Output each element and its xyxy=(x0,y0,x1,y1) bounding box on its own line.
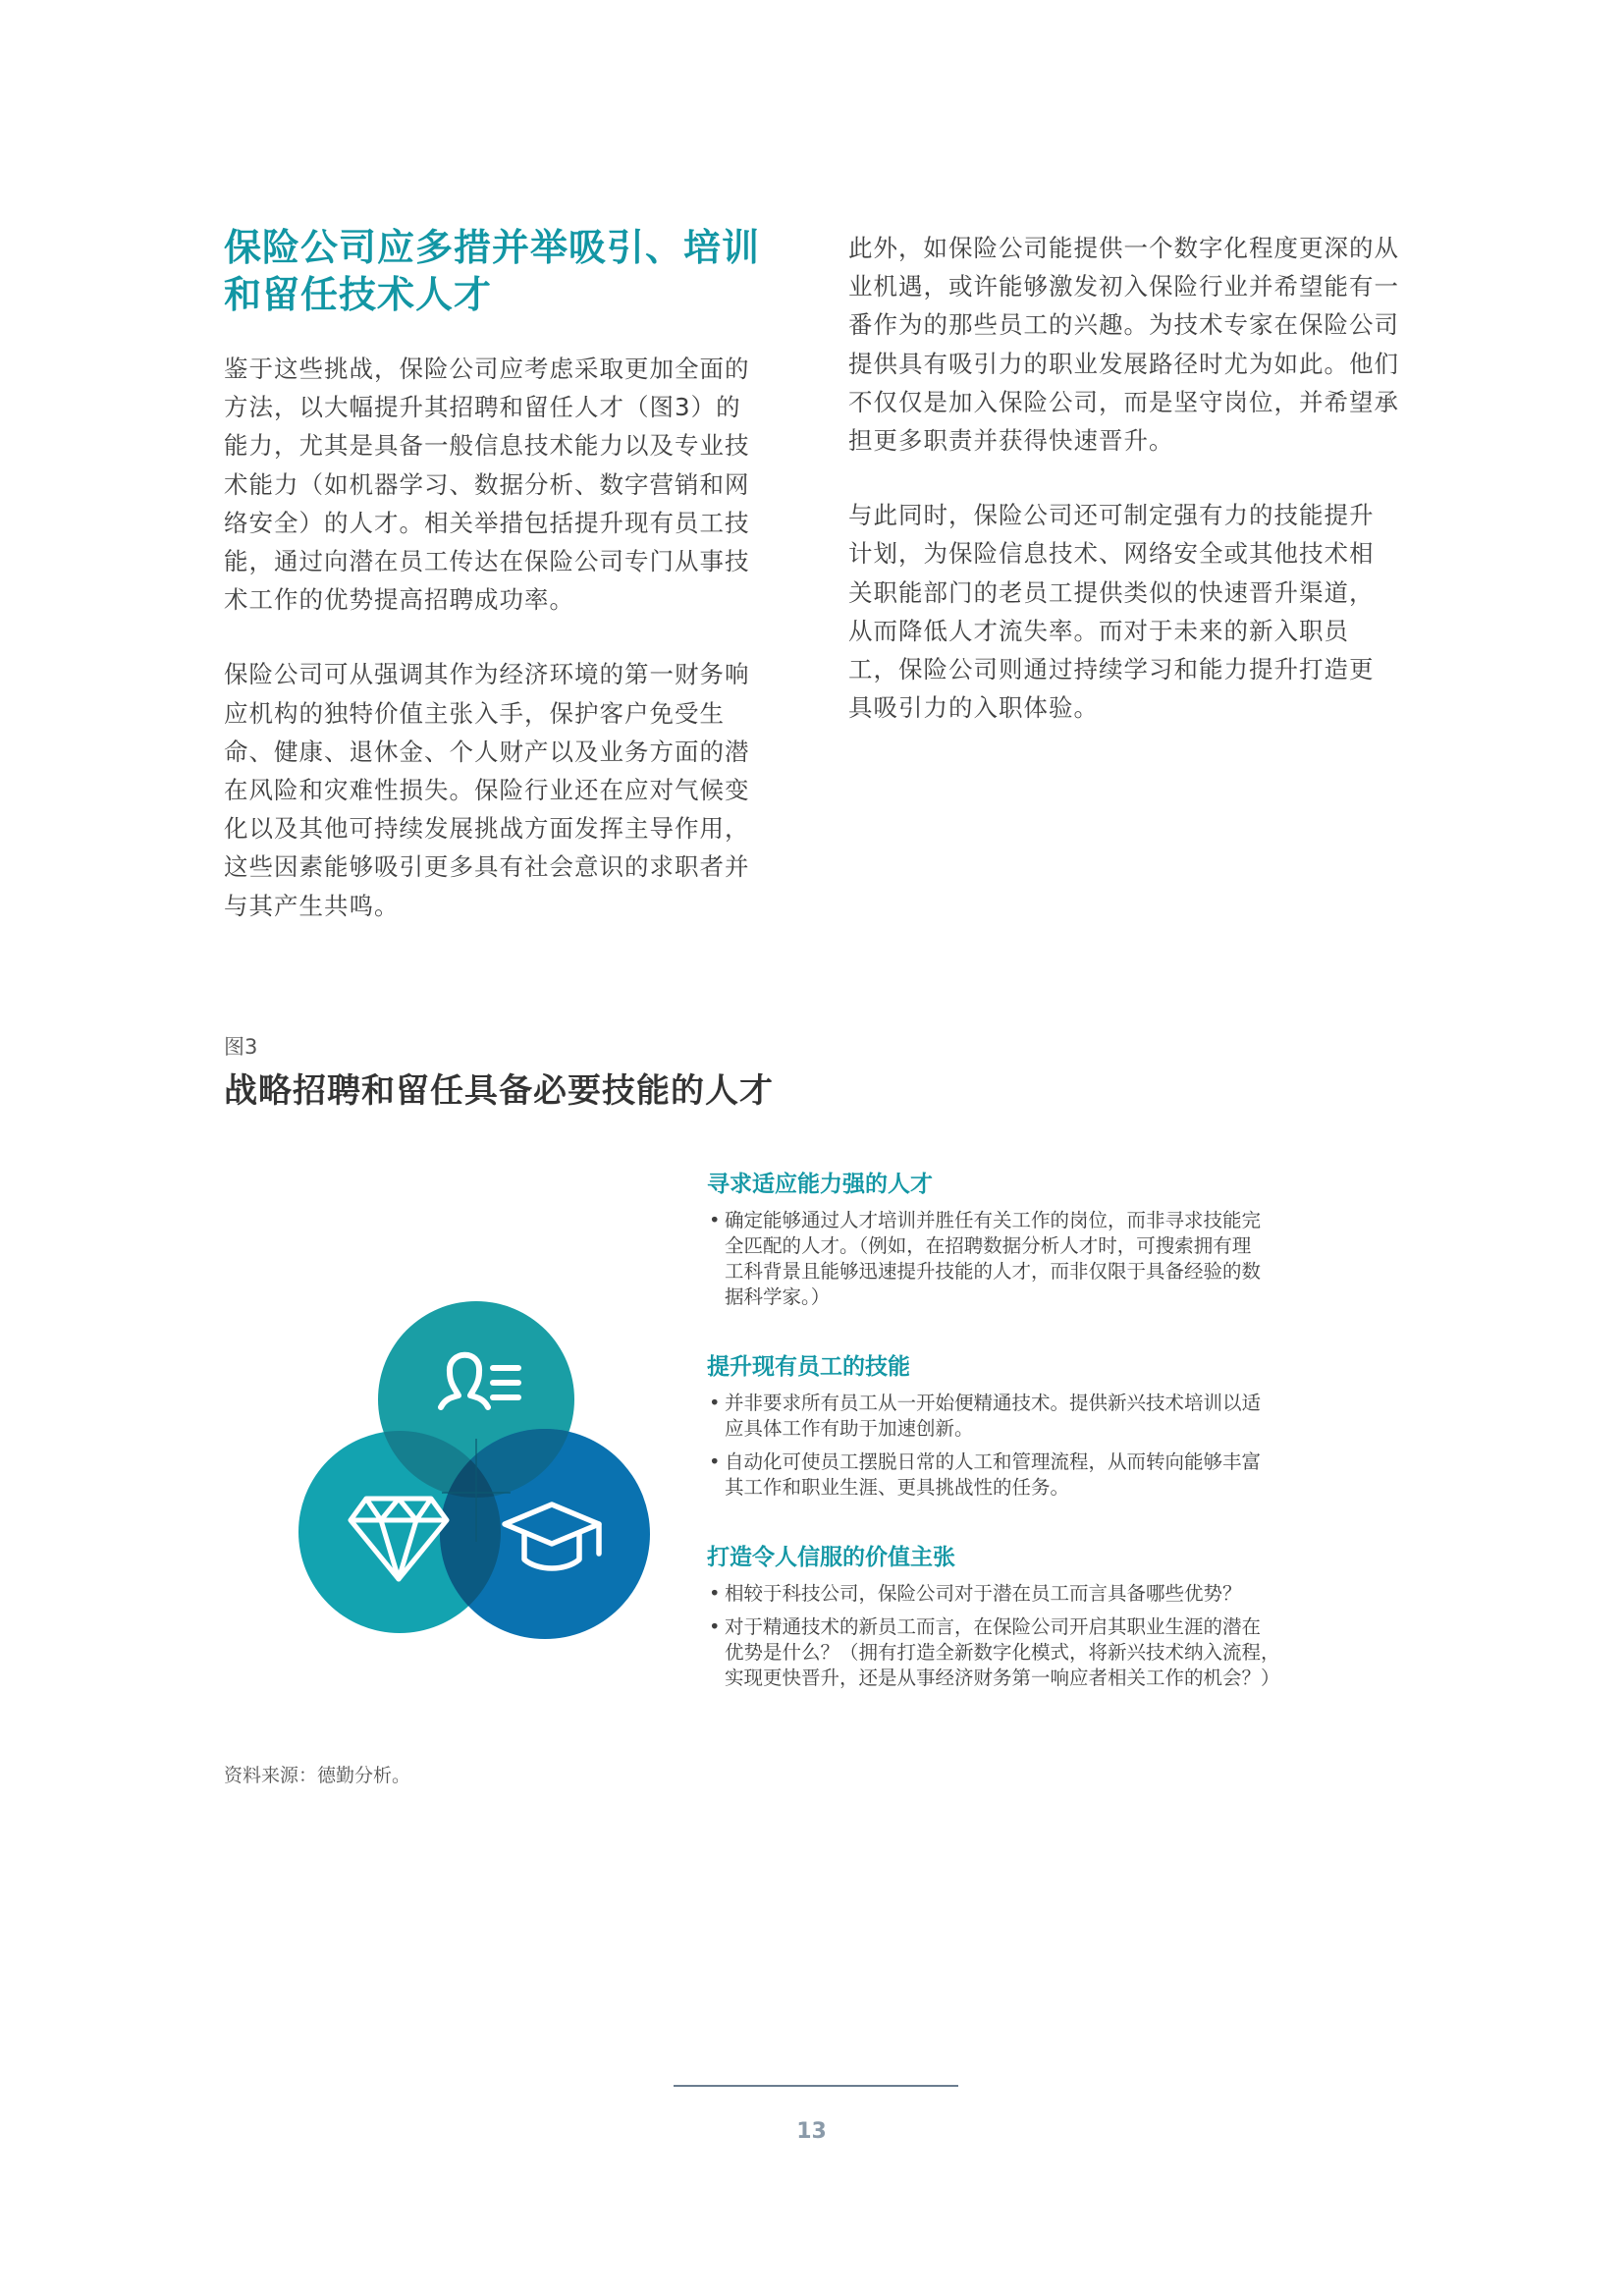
right-paragraph-1 xyxy=(848,229,1418,460)
text-line: 担更多职责并获得快速晋升。 xyxy=(848,426,1174,456)
text-line: 化以及其他可持续发展挑战方面发挥主导作用， xyxy=(224,814,750,844)
text-line: 应机构的独特价值主张入手，保护客户免受生 xyxy=(224,698,725,728)
bullet-point xyxy=(707,1614,1365,1691)
text-line: 提供具有吸引力的职业发展路径时尤为如此。他们 xyxy=(848,349,1399,378)
bullet-line: 确定能够通过人才培训并胜任有关工作的岗位，而非寻求技能完 xyxy=(725,1209,1262,1231)
venn-diagram xyxy=(285,1277,677,1660)
figure-item xyxy=(707,1351,1365,1501)
text-line: 不仅仅是加入保险公司，而是坚守岗位，并希望承 xyxy=(848,387,1399,416)
section-heading-line-1: 保险公司应多措并举吸引、培训 xyxy=(224,226,761,269)
figure-label: 图3 xyxy=(224,1035,258,1059)
bullet-line: 工科背景且能够迅速提升技能的人才，而非仅限于具备经验的数 xyxy=(725,1260,1262,1283)
text-line: 工，保险公司则通过持续学习和能力提升打造更 xyxy=(848,655,1375,684)
left-paragraph-1 xyxy=(224,350,774,619)
bullet-line: 全匹配的人才。（例如，在招聘数据分析人才时，可搜索拥有理 xyxy=(725,1234,1252,1257)
text-line: 在风险和灾难性损失。保险行业还在应对气候变 xyxy=(224,776,750,805)
right-paragraphs xyxy=(848,229,1418,727)
bullet-line: 对于精通技术的新员工而言，在保险公司开启其职业生涯的潜在 xyxy=(725,1615,1262,1638)
text-line: 计划，为保险信息技术、网络安全或其他技术相 xyxy=(848,539,1375,569)
text-line: 业机遇，或许能够激发初入保险行业并希望能有一 xyxy=(848,272,1399,301)
text-line: 能，通过向潜在员工传达在保险公司专门从事技 xyxy=(224,547,750,576)
text-line: 从而降低人才流失率。而对于未来的新入职员 xyxy=(848,616,1349,645)
bullet-point xyxy=(707,1208,1365,1310)
bullet-icon: • xyxy=(709,1615,721,1638)
text-line: 关职能部门的老员工提供类似的快速晋升渠道， xyxy=(848,577,1375,607)
text-line: 与其产生共鸣。 xyxy=(224,891,400,920)
bullet-line: 优势是什么？（拥有打造全新数字化模式，将新兴技术纳入流程， xyxy=(725,1641,1280,1664)
text-line: 此外，如保险公司能提供一个数字化程度更深的从 xyxy=(848,234,1399,262)
page-number: 13 xyxy=(796,2119,827,2144)
figure-items xyxy=(707,1169,1365,1732)
bullet-icon: • xyxy=(709,1582,721,1605)
text-line: 方法，以大幅提升其招聘和留任人才（图3）的 xyxy=(224,393,741,422)
right-paragraph-2 xyxy=(848,496,1418,727)
section-heading xyxy=(224,224,774,318)
bullet-point xyxy=(707,1449,1365,1501)
text-line: 保险公司可从强调其作为经济环境的第一财务响 xyxy=(224,660,750,689)
bullet-line: 并非要求所有员工从一开始便精通技术。提供新兴技术培训以适 xyxy=(725,1392,1262,1414)
bullet-point xyxy=(707,1391,1365,1442)
left-paragraph-2 xyxy=(224,655,774,924)
bullet-line: 应具体工作有助于加速创新。 xyxy=(725,1417,974,1440)
figure-item xyxy=(707,1169,1365,1310)
bullet-line: 据科学家。） xyxy=(725,1285,831,1308)
figure-item-title: 寻求适应能力强的人才 xyxy=(707,1172,933,1197)
left-column xyxy=(224,224,774,961)
section-heading-line-2: 和留任技术人才 xyxy=(224,273,493,316)
right-column xyxy=(848,229,1418,763)
figure-item xyxy=(707,1542,1365,1691)
bullet-line: 自动化可使员工摆脱日常的人工和管理流程，从而转向能够丰富 xyxy=(725,1450,1262,1473)
text-line: 番作为的那些员工的兴趣。为技术专家在保险公司 xyxy=(848,310,1399,340)
text-line: 术工作的优势提高招聘成功率。 xyxy=(224,585,574,615)
footer-rule xyxy=(674,2085,958,2087)
bullet-line: 相较于科技公司，保险公司对于潜在员工而言具备哪些优势？ xyxy=(725,1582,1242,1605)
figure-item-title: 打造令人信服的价值主张 xyxy=(707,1545,955,1570)
text-line: 命、健康、退休金、个人财产以及业务方面的潜 xyxy=(224,737,750,766)
text-line: 络安全）的人才。相关举措包括提升现有员工技 xyxy=(224,508,750,537)
bullet-icon: • xyxy=(709,1392,721,1414)
bullet-icon: • xyxy=(709,1450,721,1473)
left-paragraphs xyxy=(224,350,774,925)
bullet-icon: • xyxy=(709,1209,721,1231)
text-line: 能力，尤其是具备一般信息技术能力以及专业技 xyxy=(224,431,750,461)
figure-title: 战略招聘和留任具备必要技能的人才 xyxy=(224,1071,774,1111)
bullet-line: 其工作和职业生涯、更具挑战性的任务。 xyxy=(725,1476,1070,1499)
text-line: 这些因素能够吸引更多具有社会意识的求职者并 xyxy=(224,852,750,882)
figure-item-title: 提升现有员工的技能 xyxy=(707,1354,910,1380)
text-line: 术能力（如机器学习、数据分析、数字营销和网 xyxy=(224,469,750,499)
text-line: 具吸引力的入职体验。 xyxy=(848,693,1099,723)
text-line: 与此同时，保险公司还可制定强有力的技能提升 xyxy=(848,501,1375,530)
bullet-line: 实现更快晋升，还是从事经济财务第一响应者相关工作的机会？） xyxy=(725,1667,1280,1689)
text-line: 鉴于这些挑战，保险公司应考虑采取更加全面的 xyxy=(224,355,750,383)
source-note: 资料来源：德勤分析。 xyxy=(224,1765,411,1786)
bullet-point xyxy=(707,1581,1365,1607)
